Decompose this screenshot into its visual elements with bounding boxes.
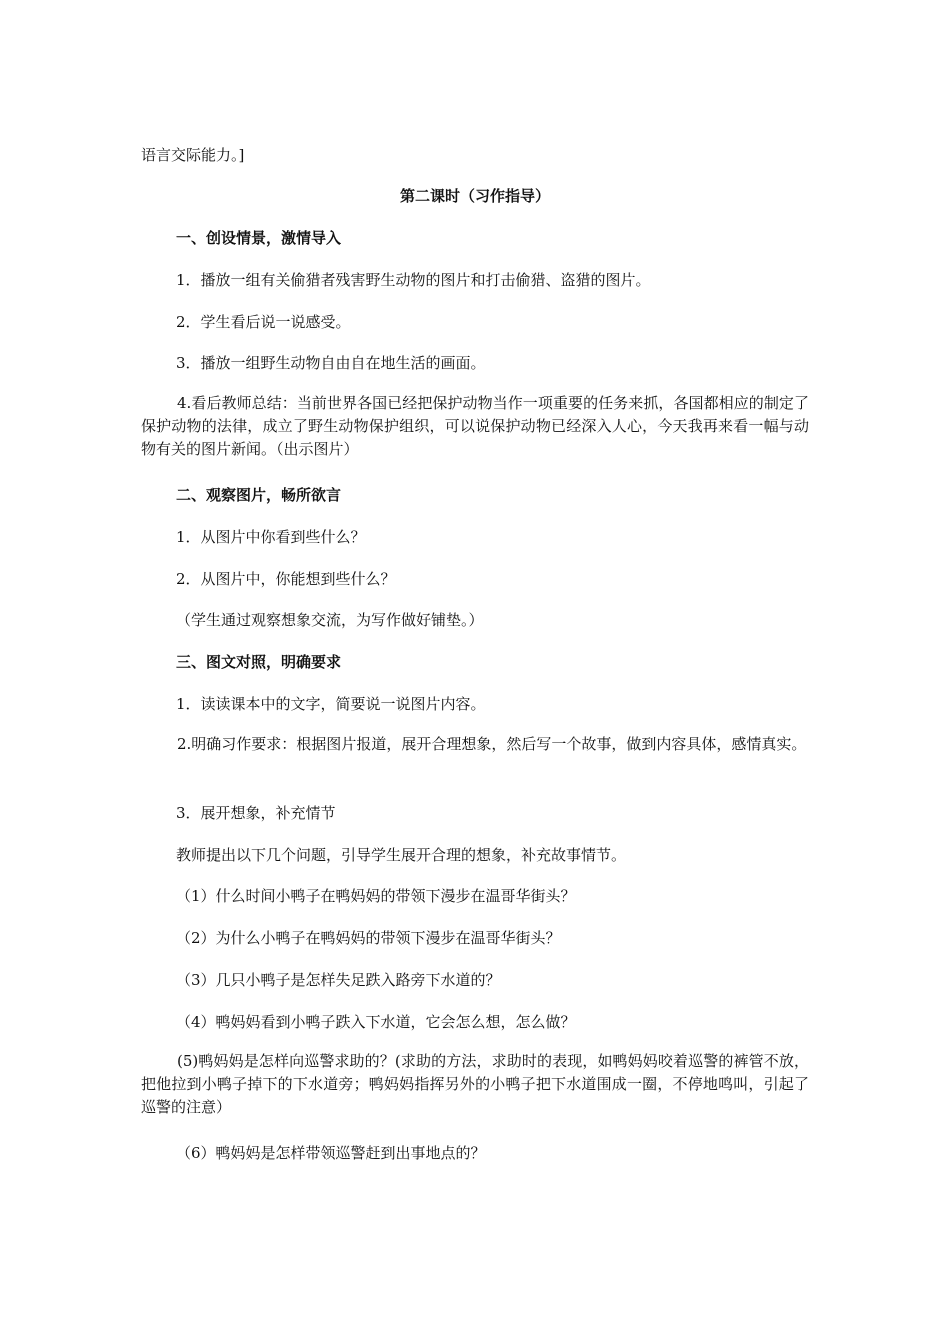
question-item: （2）为什么小鸭子在鸭妈妈的带领下漫步在温哥华街头？	[176, 929, 561, 947]
question-item: （1）什么时间小鸭子在鸭妈妈的带领下漫步在温哥华街头？	[176, 887, 576, 905]
paragraph: 3．展开想象，补充情节	[176, 804, 336, 822]
question-item: （4）鸭妈妈看到小鸭子跌入下水道，它会怎么想，怎么做？	[176, 1013, 576, 1031]
paragraph: 1．播放一组有关偷猎者残害野生动物的图片和打击偷猎、盗猎的图片。	[176, 271, 651, 289]
paragraph: （学生通过观察想象交流，为写作做好铺垫。）	[176, 611, 484, 629]
section-heading-2: 二、观察图片，畅所欲言	[176, 486, 342, 504]
paragraph-summary	[141, 392, 809, 461]
section-heading-1: 一、创设情景，激情导入	[176, 229, 342, 247]
question-item: （3）几只小鸭子是怎样失足跌入路旁下水道的？	[176, 971, 501, 989]
paragraph: 3．播放一组野生动物自由自在地生活的画面。	[176, 354, 486, 372]
question-item: （6）鸭妈妈是怎样带领巡警赶到出事地点的？	[176, 1144, 486, 1162]
lesson-title: 第二课时（习作指导）	[399, 187, 550, 205]
lead-fragment: 语言交际能力。]	[141, 146, 245, 164]
paragraph-text: 2.明确习作要求：根据图片报道，展开合理想象，然后写一个故事，做到内容具体，感情真实。	[177, 735, 807, 753]
paragraph: 2．从图片中，你能想到些什么？	[176, 570, 396, 588]
paragraph: 2．学生看后说一说感受。	[176, 313, 351, 331]
paragraph: 1．从图片中你看到些什么？	[176, 528, 366, 546]
paragraph-requirement	[141, 733, 809, 756]
question-text: (5)鸭妈妈是怎样向巡警求助的？(求助的方法，求助时的表现，如鸭妈妈咬着巡警的裤管不放，把他拉到小鸭子掉下的下水道旁；鸭妈妈指挥另外的小鸭子把下水道围成一圈，不停地鸣叫，引起了巡警的注意）	[141, 1052, 809, 1116]
question-item-long	[141, 1050, 809, 1119]
paragraph: 1．读读课本中的文字，简要说一说图片内容。	[176, 695, 486, 713]
paragraph-text: 4.看后教师总结：当前世界各国已经把保护动物当作一项重要的任务来抓，各国都相应的制定了保护动物的法律，成立了野生动物保护组织，可以说保护动物已经深入人心，今天我再来看一幅与动物有关的图片新闻。（出示图片）	[141, 394, 809, 458]
paragraph: 教师提出以下几个问题，引导学生展开合理的想象，补充故事情节。	[176, 846, 627, 864]
section-heading-3: 三、图文对照，明确要求	[176, 653, 342, 671]
